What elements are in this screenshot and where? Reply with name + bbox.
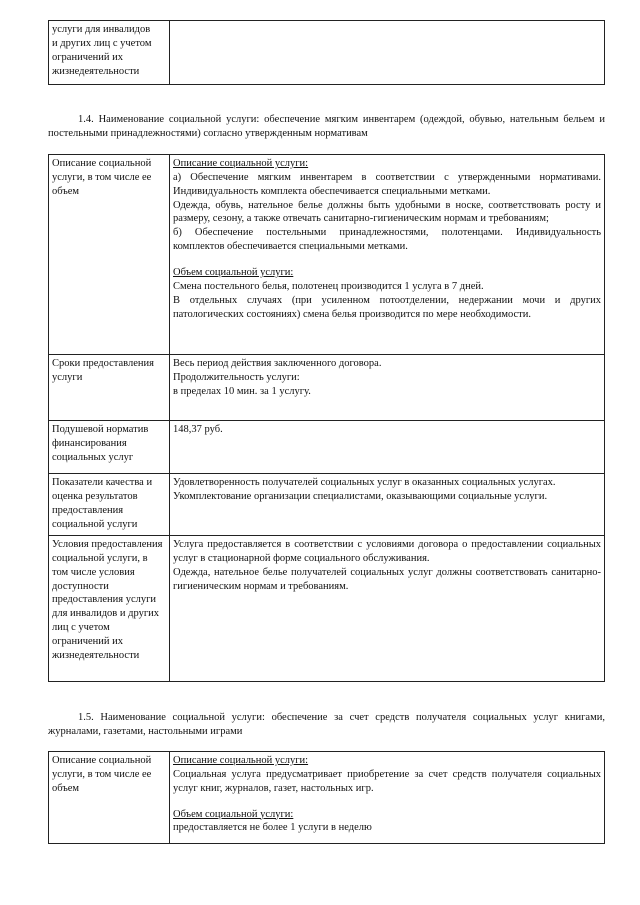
volume-line: В отдельных случаях (при усиленном потоотделении, недержании мочи и других патологических состояниях) смена белья производится по мере необходимости. xyxy=(173,294,601,320)
table-row xyxy=(49,355,605,421)
table-section-1-4 xyxy=(48,154,605,682)
row-content-norm: 148,37 руб. xyxy=(170,421,605,474)
table-row xyxy=(49,474,605,536)
table-row xyxy=(49,421,605,474)
row-content-term xyxy=(170,355,605,421)
row-content-conditions xyxy=(170,536,605,682)
table-section-1-5 xyxy=(48,751,605,844)
conditions-line: Услуга предоставляется в соответствии с условиями договора о предоставлении социальных услуг в стационарной форме социального обслуживания. xyxy=(173,539,601,564)
section-heading-1-4: 1.4. Наименование социальной услуги: обеспечение мягким инвентарем (одеждой, обувью, нательным бельем и постельными принадлежностями) согласно утвержденным нормативам xyxy=(48,114,605,139)
row-label-description: Описание социальной услуги, в том числе ее объем xyxy=(49,155,170,355)
description-item-a-cont: Одежда, обувь, нательное белье должны быть удобными в носке, соответствовать росту и размеру, сезону, а также отвечать санитарно-гигиеническим нормам и требованиям; xyxy=(173,199,601,225)
conditions-line: Одежда, нательное белье получателей социальных услуг должны соответствовать санитарно-гигиеническим нормам и требованиям. xyxy=(173,566,601,592)
row-label-quality: Показатели качества и оценка результатов предоставления социальной услуги xyxy=(49,474,170,536)
row-content-description xyxy=(170,155,605,355)
term-line: Весь период действия заключенного договора. xyxy=(173,358,382,369)
label-line: ограничений их xyxy=(52,51,123,63)
row-content-description xyxy=(170,752,605,844)
section-heading-1-5: 1.5. Наименование социальной услуги: обеспечение за счет средств получателя социальных услуг книгами, журналами, газетами, настольными играми xyxy=(48,712,605,737)
table-row xyxy=(49,155,605,355)
term-line: Продолжительность услуги: xyxy=(173,371,300,383)
term-line: в пределах 10 мин. за 1 услугу. xyxy=(173,385,311,397)
description-item-b: б) Обеспечение постельными принадлежностями, полотенцами. Индивидуальность комплектов обеспечивается специальными метками. xyxy=(173,227,601,253)
volume-title: Объем социальной услуги: xyxy=(173,267,294,279)
description-title: Описание социальной услуги: xyxy=(173,755,309,766)
cell-label xyxy=(49,21,170,85)
quality-line: Укомплектование организации специалистами, оказывающими социальные услуги. xyxy=(173,490,548,502)
label-line: услуги для инвалидов xyxy=(52,24,151,35)
volume-line: предоставляется не более 1 услуги в неделю xyxy=(173,822,372,834)
volume-line: Смена постельного белья, полотенец производится 1 услуга в 7 дней. xyxy=(173,280,484,292)
row-label-term: Сроки предоставления услуги xyxy=(49,355,170,421)
cell-empty xyxy=(170,21,605,85)
row-content-quality xyxy=(170,474,605,536)
table-continued xyxy=(48,20,605,85)
label-line: и других лиц с учетом xyxy=(52,37,152,49)
row-label-description: Описание социальной услуги, в том числе ее объем xyxy=(49,752,170,844)
row-label-conditions: Условия предоставления социальной услуги, в том числе условия доступности предоставления услуги для инвалидов и других лиц с учетом ограничений их жизнедеятельности xyxy=(49,536,170,682)
description-line: Социальная услуга предусматривает приобретение за счет средств получателя социальных услуг книг, журналов, газет, настольных игр. xyxy=(173,768,601,794)
volume-title: Объем социальной услуги: xyxy=(173,808,294,820)
row-label-norm: Подушевой норматив финансирования социальных услуг xyxy=(49,421,170,474)
label-line: жизнедеятельности xyxy=(52,65,140,77)
table-row xyxy=(49,752,605,844)
description-title: Описание социальной услуги: xyxy=(173,158,309,169)
table-row xyxy=(49,536,605,682)
quality-line: Удовлетворенность получателей социальных услуг в оказанных социальных услугах. xyxy=(173,477,556,488)
description-item-a: а) Обеспечение мягким инвентарем в соответствии с утвержденными нормативами. Индивидуальность комплекта обеспечивается специальными метками. xyxy=(173,171,601,197)
